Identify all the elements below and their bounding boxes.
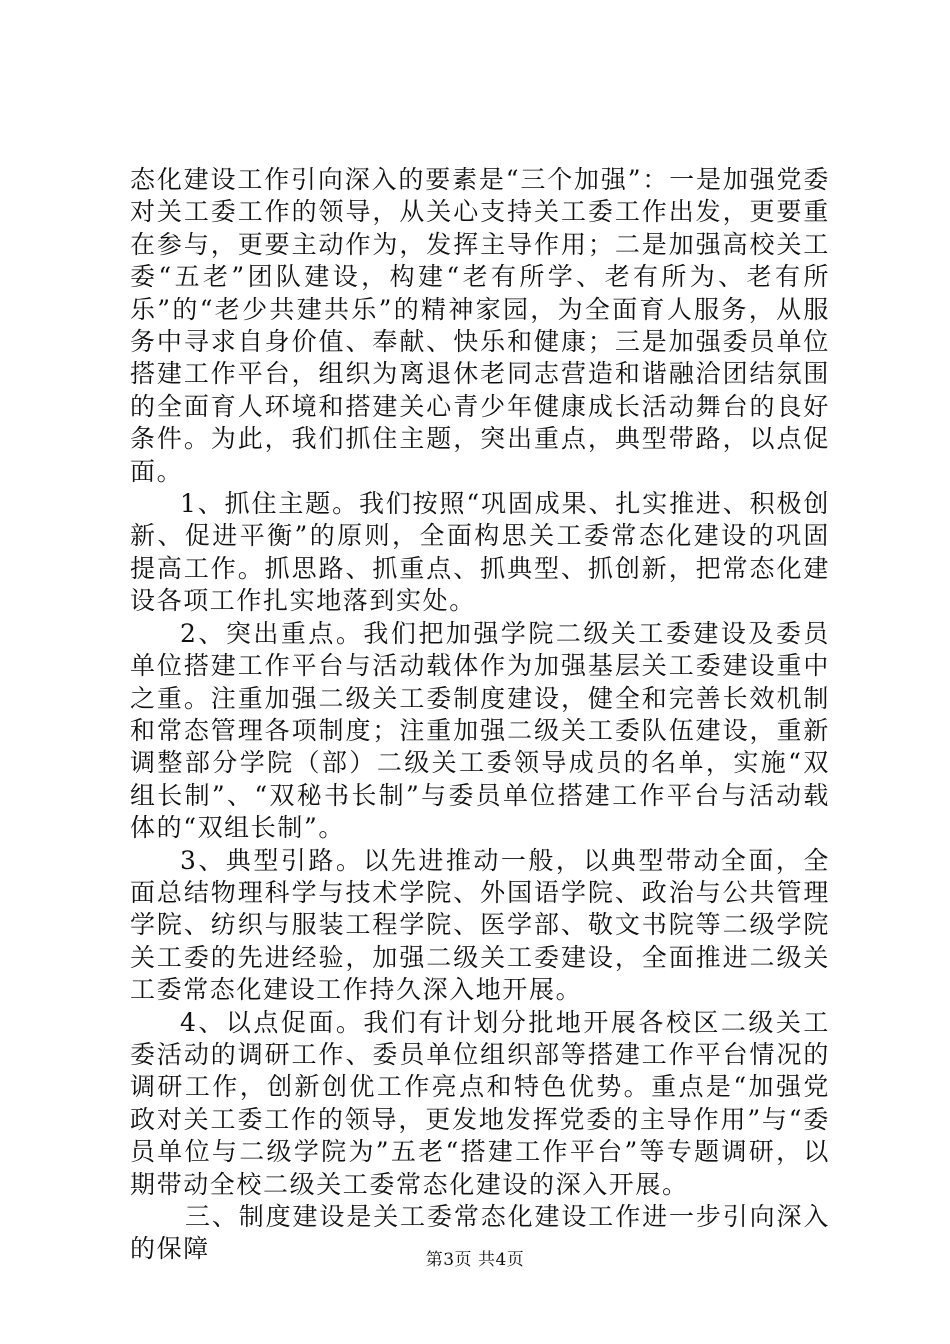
- paragraph-item-1: 1、抓住主题。我们按照“巩固成果、扎实推进、积极创新、促进平衡”的原则，全面构思关工委常态化建设的巩固提高工作。抓思路、抓重点、抓典型、抓创新，把常态化建设各项工作扎实地落到实处。: [130, 489, 830, 616]
- paragraph-item-4: 4、以点促面。我们有计划分批地开展各校区二级关工委活动的调研工作、委员单位组织部等搭建工作平台情况的调研工作，创新创优工作亮点和特色优势。重点是“加强党政对关工委工作的领导，更发地发挥党委的主导作用”与“委员单位与二级学院为”五老“搭建工作平台”等专题调研，以期带动全校二级关工委常态化建设的深入开展。: [130, 1007, 830, 1199]
- paragraph-item-3: 3、典型引路。以先进推动一般，以典型带动全面，全面总结物理科学与技术学院、外国语学院、政治与公共管理学院、纺织与服装工程学院、医学部、敬文书院等二级学院关工委的先进经验，加强二级关工委建设，全面推进二级关工委常态化建设工作持久深入地开展。: [130, 845, 830, 1005]
- section-heading-3: 三、制度建设是关工委常态化建设工作进一步引向深入的保障: [130, 1202, 830, 1264]
- document-body: [130, 164, 830, 1266]
- paragraph-item-2: 2、突出重点。我们把加强学院二级关工委建设及委员单位搭建工作平台与活动载体作为加强基层关工委建设重中之重。注重加强二级关工委制度建设，健全和完善长效机制和常态管理各项制度；注重加强二级关工委队伍建设，重新调整部分学院（部）二级关工委领导成员的名单，实施“双组长制”、“双秘书长制”与委员单位搭建工作平台与活动载体的“双组长制”。: [130, 618, 830, 843]
- paragraph-intro-continued: 态化建设工作引向深入的要素是“三个加强”：一是加强党委对关工委工作的领导，从关心支持关工委工作出发，更要重在参与，更要主动作为，发挥主导作用；二是加强高校关工委“五老”团队建设，构建“老有所学、老有所为、老有所乐”的“老少共建共乐”的精神家园，为全面育人服务，从服务中寻求自身价值、奉献、快乐和健康；三是加强委员单位搭建工作平台，组织为离退休老同志营造和谐融洽团结氛围的全面育人环境和搭建关心青少年健康成长活动舞台的良好条件。为此，我们抓住主题，突出重点，典型带路，以点促面。: [130, 165, 830, 486]
- page-number-footer: 第3页 共4页: [425, 1250, 525, 1270]
